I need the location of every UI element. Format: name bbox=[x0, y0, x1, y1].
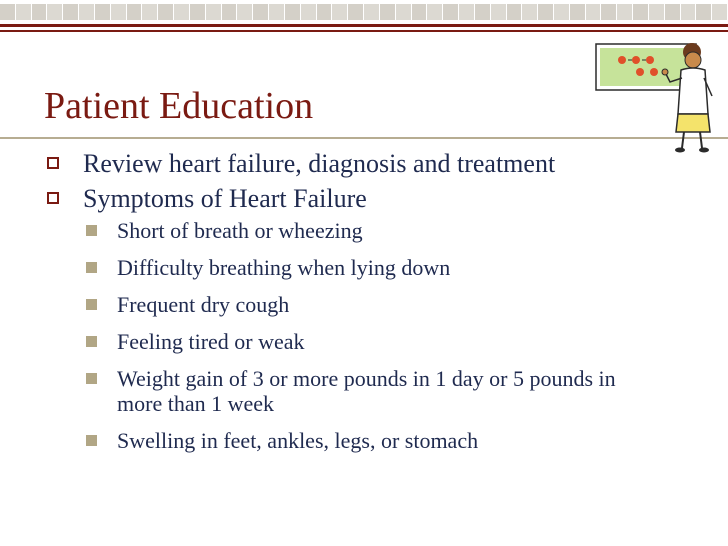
stripe-square bbox=[443, 4, 459, 20]
stripe-square bbox=[617, 4, 633, 20]
stripe-square bbox=[712, 4, 728, 20]
hollow-square-icon bbox=[47, 192, 59, 204]
bullet-item bbox=[44, 183, 724, 214]
stripe-square bbox=[127, 4, 143, 20]
sub-bullet-text: Difficulty breathing when lying down bbox=[117, 255, 451, 280]
bullet-item bbox=[44, 148, 724, 179]
filled-square-icon bbox=[86, 262, 97, 273]
stripe-squares bbox=[0, 4, 728, 20]
slide-body bbox=[44, 148, 724, 453]
stripe-square bbox=[63, 4, 79, 20]
stripe-square bbox=[47, 4, 63, 20]
stripe-square bbox=[364, 4, 380, 20]
sub-bullet-item bbox=[44, 218, 724, 243]
sub-bullet-item bbox=[44, 428, 724, 453]
stripe-square bbox=[142, 4, 158, 20]
sub-bullet-text: Feeling tired or weak bbox=[117, 329, 305, 354]
stripe-square bbox=[412, 4, 428, 20]
stripe-square bbox=[0, 4, 16, 20]
filled-square-icon bbox=[86, 435, 97, 446]
hollow-square-icon bbox=[47, 157, 59, 169]
filled-square-icon bbox=[86, 373, 97, 384]
stripe-square bbox=[507, 4, 523, 20]
slide-title: Patient Education bbox=[44, 85, 314, 127]
stripe-square bbox=[348, 4, 364, 20]
filled-square-icon bbox=[86, 225, 97, 236]
stripe-square bbox=[427, 4, 443, 20]
stripe-square bbox=[491, 4, 507, 20]
stripe-square bbox=[16, 4, 32, 20]
stripe-square bbox=[649, 4, 665, 20]
stripe-red-thin bbox=[0, 30, 728, 32]
sub-bullet-text: Frequent dry cough bbox=[117, 292, 290, 317]
stripe-square bbox=[79, 4, 95, 20]
stripe-square bbox=[317, 4, 333, 20]
header-stripe-band bbox=[0, 0, 728, 36]
filled-square-icon bbox=[86, 336, 97, 347]
stripe-square bbox=[332, 4, 348, 20]
teacher-at-chalkboard-icon bbox=[592, 38, 728, 158]
stripe-square bbox=[522, 4, 538, 20]
stripe-square bbox=[459, 4, 475, 20]
bullet-text: Symptoms of Heart Failure bbox=[83, 184, 367, 213]
stripe-square bbox=[586, 4, 602, 20]
stripe-red-thick bbox=[0, 24, 728, 27]
sub-bullet-item bbox=[44, 255, 724, 280]
stripe-square bbox=[665, 4, 681, 20]
stripe-square bbox=[111, 4, 127, 20]
stripe-square bbox=[554, 4, 570, 20]
sub-bullet-text: Swelling in feet, ankles, legs, or stomach bbox=[117, 428, 479, 453]
stripe-square bbox=[158, 4, 174, 20]
stripe-square bbox=[681, 4, 697, 20]
stripe-square bbox=[253, 4, 269, 20]
sub-bullet-item bbox=[44, 329, 724, 354]
stripe-square bbox=[380, 4, 396, 20]
sub-bullet-text: Weight gain of 3 or more pounds in 1 day or 5 pounds in more than 1 week bbox=[117, 366, 616, 416]
stripe-square bbox=[601, 4, 617, 20]
stripe-square bbox=[285, 4, 301, 20]
bullet-text: Review heart failure, diagnosis and treatment bbox=[83, 149, 556, 178]
stripe-square bbox=[696, 4, 712, 20]
stripe-square bbox=[396, 4, 412, 20]
stripe-square bbox=[95, 4, 111, 20]
stripe-square bbox=[190, 4, 206, 20]
sub-bullet-item bbox=[44, 292, 724, 317]
stripe-square bbox=[32, 4, 48, 20]
stripe-square bbox=[269, 4, 285, 20]
stripe-square bbox=[301, 4, 317, 20]
stripe-square bbox=[633, 4, 649, 20]
stripe-square bbox=[538, 4, 554, 20]
stripe-square bbox=[222, 4, 238, 20]
stripe-square bbox=[206, 4, 222, 20]
sub-bullet-text: Short of breath or wheezing bbox=[117, 218, 363, 243]
stripe-square bbox=[237, 4, 253, 20]
filled-square-icon bbox=[86, 299, 97, 310]
stripe-square bbox=[174, 4, 190, 20]
sub-bullet-item bbox=[44, 366, 657, 416]
stripe-square bbox=[475, 4, 491, 20]
stripe-square bbox=[570, 4, 586, 20]
